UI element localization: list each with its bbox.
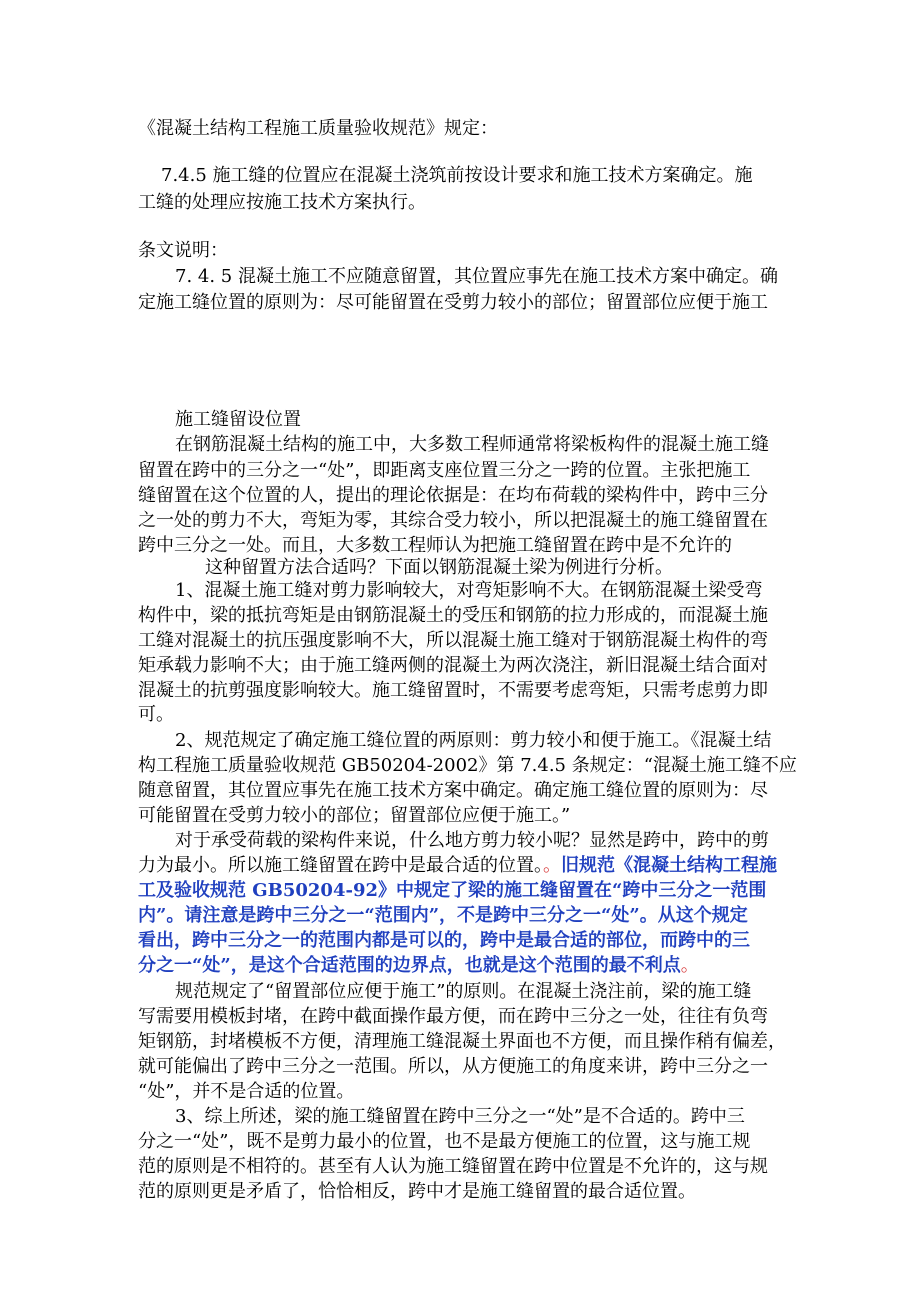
paragraph-line [138, 855, 777, 877]
paragraph-line: 构件中，梁的抵抗弯矩是由钢筋混凝土的受压和钢筋的拉力形成的，而混凝土施 [138, 605, 768, 626]
paragraph-line: 可能留置在受剪力较小的部位；留置部位应便于施工。” [138, 805, 571, 826]
paragraph-line: 对于承受荷载的梁构件来说，什么地方剪力较小呢？显然是跨中，跨中的剪 [175, 830, 769, 851]
paragraph-line: 混凝土的抗剪强度影响较大。施工缝留置时，不需要考虑弯矩，只需考虑剪力即 [138, 680, 768, 701]
paragraph-line: 3、综上所述，梁的施工缝留置在跨中三分之一“处”是不合适的。跨中三 [175, 1106, 745, 1127]
explanation-heading: 条文说明： [138, 240, 228, 261]
paragraph-text: 力为最小。所以施工缝留置在跨中是最合适的位置。 [138, 855, 543, 876]
highlight-red-text: 。 [543, 855, 561, 876]
paragraph-line: 工缝对混凝土的抗压强度影响不大，所以混凝土施工缝对于钢筋混凝土构件的弯 [138, 630, 768, 651]
intro-line: 《混凝土结构工程施工质量验收规范》规定： [138, 118, 498, 139]
paragraph-line: 范的原则更是矛盾了，恰恰相反，跨中才是施工缝留置的最合适位置。 [138, 1181, 696, 1202]
paragraph-line: 范的原则是不相符的。甚至有人认为施工缝留置在跨中位置是不允许的，这与规 [138, 1156, 768, 1177]
paragraph-line: 缝留置在这个位置的人，提出的理论依据是：在均布荷载的梁构件中，跨中三分 [138, 485, 768, 506]
highlight-blue-text: 分之一“处”，是这个合适范围的边界点，也就是这个范围的最不利点 [138, 955, 681, 976]
paragraph-line: 分之一“处”，既不是剪力最小的位置，也不是最方便施工的位置，这与施工规 [138, 1131, 751, 1152]
article-title: 施工缝留设位置 [175, 409, 301, 430]
paragraph-line: 留置在跨中的三分之一“处”，即距离支座位置三分之一跨的位置。主张把施工 [138, 460, 751, 481]
paragraph-line: 规范规定了“留置部位应便于施工”的原则。在混凝土浇注前，梁的施工缝 [175, 981, 752, 1002]
explanation-line-2: 定施工缝位置的原则为：尽可能留置在受剪力较小的部位；留置部位应便于施工 [138, 292, 768, 313]
paragraph-line: 跨中三分之一处。而且，大多数工程师认为把施工缝留置在跨中是不允许的 [138, 535, 732, 556]
paragraph-line: 矩钢筋，封堵模板不方便，清理施工缝混凝土界面也不方便，而且操作稍有偏差， [138, 1031, 786, 1052]
paragraph-line: 写需要用模板封堵，在跨中截面操作最方便，而在跨中三分之一处，往往有负弯 [138, 1006, 768, 1027]
explanation-line-1: 7. 4. 5 混凝土施工不应随意留置，其位置应事先在施工技术方案中确定。确 [175, 266, 778, 287]
highlight-red-text: 。 [680, 955, 699, 976]
highlight-blue-line: 内”。请注意是跨中三分之一“范围内”，不是跨中三分之一“处”。从这个规定 [138, 905, 748, 926]
clause-line-1: 7.4.5 施工缝的位置应在混凝土浇筑前按设计要求和施工技术方案确定。施 [161, 165, 753, 186]
paragraph-line: 随意留置，其位置应事先在施工技术方案中确定。确定施工缝位置的原则为：尽 [138, 780, 768, 801]
paragraph-line: 1、混凝土施工缝对剪力影响较大，对弯矩影响不大。在钢筋混凝土梁受弯 [175, 580, 763, 601]
paragraph-line: 这种留置方法合适吗？下面以钢筋混凝土梁为例进行分析。 [205, 557, 673, 578]
paragraph-line: “处”，并不是合适的位置。 [138, 1081, 355, 1102]
paragraph-line: 2、规范规定了确定施工缝位置的两原则：剪力较小和便于施工。《混凝土结 [175, 730, 772, 751]
clause-line-2: 工缝的处理应按施工技术方案执行。 [138, 192, 426, 213]
highlight-blue-line: 看出，跨中三分之一的范围内都是可以的，跨中是最合适的部位，而跨中的三 [138, 930, 750, 951]
highlight-blue-line: 工及验收规范 GB50204-92》中规定了梁的施工缝留置在“跨中三分之一范围 [138, 880, 767, 901]
paragraph-line: 可。 [138, 704, 174, 725]
paragraph-line: 构工程施工质量验收规范 GB50204-2002》第 7.4.5 条规定：“混凝土施工缝不应 [138, 755, 797, 776]
paragraph-line: 之一处的剪力不大，弯矩为零，其综合受力较小，所以把混凝土的施工缝留置在 [138, 510, 768, 531]
paragraph-line [138, 955, 699, 977]
paragraph-line: 在钢筋混凝土结构的施工中，大多数工程师通常将梁板构件的混凝土施工缝 [175, 434, 769, 455]
paragraph-line: 矩承载力影响不大；由于施工缝两侧的混凝土为两次浇注，新旧混凝土结合面对 [138, 655, 768, 676]
highlight-blue-text: 旧规范《混凝土结构工程施 [561, 855, 777, 876]
paragraph-line: 就可能偏出了跨中三分之一范围。所以，从方便施工的角度来讲，跨中三分之一 [138, 1056, 768, 1077]
